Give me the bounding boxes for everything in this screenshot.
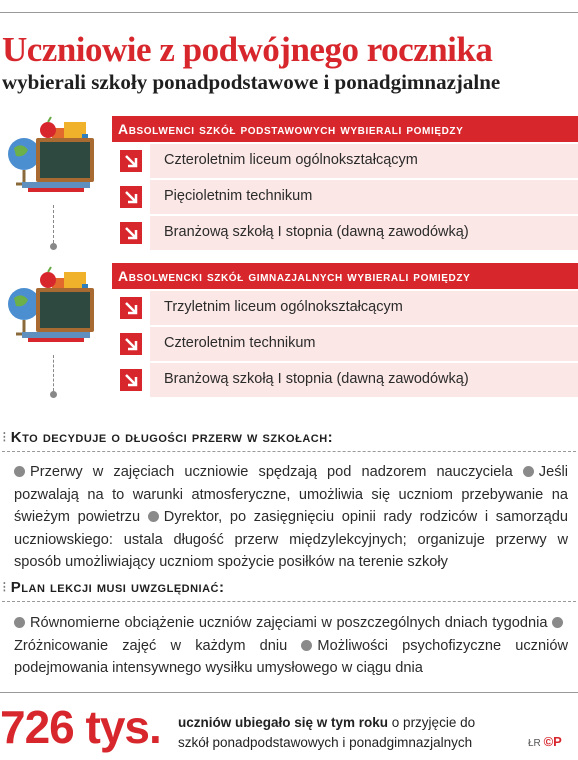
page-title: Uczniowie z podwójnego rocznika xyxy=(2,30,493,69)
plan-item: Możliwości psychofizyczne uczniów podejmowania intensywnego wysiłku umysłowego w ciągu dnia xyxy=(14,637,568,676)
option-label: Czteroletnim liceum ogólnokształcącym xyxy=(164,152,418,168)
logo-mark: ©P xyxy=(543,734,562,749)
bullet-dot-icon xyxy=(552,617,563,628)
plan-heading xyxy=(2,578,225,596)
plan-divider xyxy=(2,601,576,602)
breaks-divider xyxy=(2,451,576,452)
arrow-down-right-icon xyxy=(120,369,142,391)
connector-line xyxy=(53,355,54,391)
chalkboard-illustration xyxy=(2,262,106,354)
bullet-dot-icon xyxy=(523,466,534,477)
option-label: Trzyletnim liceum ogólnokształcącym xyxy=(164,299,403,315)
section-heading: Absolwencki szkół gimnazjalnych wybierali pomiędzy xyxy=(112,263,578,289)
option-label: Branżową szkołą I stopnia (dawną zawodówką) xyxy=(164,224,469,240)
bottom-rule xyxy=(0,692,578,693)
option-row xyxy=(112,144,578,178)
breaks-item: Jeśli pozwalają na to warunki atmosferyczne, umożliwia się uczniom przebywanie na świeżym powietrzu xyxy=(14,464,568,525)
chalkboard-illustration xyxy=(2,112,106,204)
plan-item: Zróżnicowanie zajęć w każdym dniu xyxy=(14,637,288,654)
footer-text xyxy=(178,713,475,753)
section-heading: Absolwenci szkół podstawowych wybierali pomiędzy xyxy=(112,116,578,142)
option-label: Czteroletnim technikum xyxy=(164,335,316,351)
option-label: Branżową szkołą I stopnia (dawną zawodówką) xyxy=(164,371,469,387)
option-row xyxy=(112,180,578,214)
option-row xyxy=(112,216,578,250)
breaks-item: Przerwy w zajęciach uczniowie spędzają pod nadzorem nauczyciela xyxy=(30,464,513,480)
arrow-down-right-icon xyxy=(120,186,142,208)
footer-bold: uczniów ubiegało się w tym roku xyxy=(178,715,389,730)
arrow-down-right-icon xyxy=(120,222,142,244)
breaks-item: Dyrektor, po zasięgnięciu opinii rady rodziców i samorządu uczniowskiego: ustala długość przerw międzylekcyjnych; organizuje przerwy w sposób umożliwiający uczniom spożycie posiłków na terenie szkoły xyxy=(14,509,568,570)
bullet-dot-icon xyxy=(301,640,312,651)
bullet-dot-icon xyxy=(148,511,159,522)
connector-dot xyxy=(50,391,57,398)
footer-text-a: o przyjęcie do xyxy=(388,715,476,730)
option-row xyxy=(112,363,578,397)
plan-item: Równomierne obciążenie uczniów zajęciami w poszczególnych dniach tygodnia xyxy=(30,615,548,631)
option-row xyxy=(112,327,578,361)
breaks-paragraph xyxy=(14,461,568,574)
bullet-dot-icon xyxy=(14,466,25,477)
plan-heading-text: Plan lekcji musi uwzględniać: xyxy=(10,579,225,596)
page-subtitle: wybierali szkoły ponadpodstawowe i ponadgimnazjalne xyxy=(2,70,501,94)
option-row xyxy=(112,291,578,325)
option-label: Pięcioletnim technikum xyxy=(164,188,313,204)
footer-text-b: szkół ponadpodstawowych i ponadgimnazjalnych xyxy=(178,735,473,750)
bullet-dot-icon xyxy=(14,617,25,628)
breaks-heading xyxy=(2,428,333,446)
connector-line xyxy=(53,205,54,243)
top-rule xyxy=(0,12,578,13)
arrow-down-right-icon xyxy=(120,150,142,172)
connector-dot xyxy=(50,243,57,250)
publisher-logo xyxy=(528,734,562,749)
section-primary xyxy=(112,116,578,250)
section-gimnazjum xyxy=(112,263,578,397)
breaks-heading-text: Kto decyduje o długości przerw w szkołach: xyxy=(10,429,334,446)
dots-icon: ⁝ xyxy=(2,429,7,446)
dots-icon: ⁝ xyxy=(2,579,7,596)
plan-paragraph xyxy=(14,612,568,680)
arrow-down-right-icon xyxy=(120,333,142,355)
big-number: 726 tys. xyxy=(0,701,161,753)
arrow-down-right-icon xyxy=(120,297,142,319)
author-credit: ŁR xyxy=(528,738,541,749)
